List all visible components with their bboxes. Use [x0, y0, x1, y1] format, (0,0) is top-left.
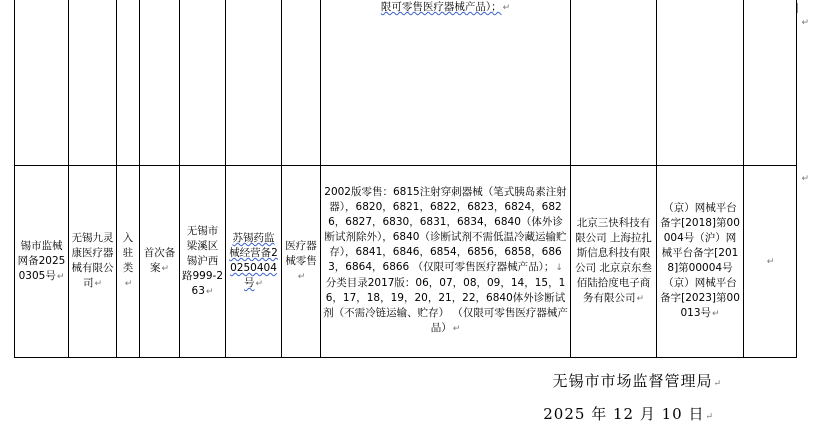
cell-company-name — [69, 166, 117, 358]
cell-empty — [571, 0, 657, 166]
row-end-mark: ↵ — [801, 174, 809, 184]
scope-tail-text: 限可零售医疗器械产品）； — [380, 1, 502, 13]
paragraph-mark: ↵ — [502, 3, 511, 13]
scope-2017-text: 分类目录2017版：06，07，08，09，14，15，16，17，18，19，20，21，22，6840体外诊断试剂（不需冷链运输、贮存） （仅限可零售医疗器械产品） — [323, 276, 568, 334]
table-row — [15, 166, 797, 358]
paragraph-mark: ↵ — [636, 294, 645, 304]
cell-empty — [744, 0, 797, 166]
cell-business-scope — [321, 166, 571, 358]
platform-record-nos-text: （京）网械平台备字[2018]第00004号（沪）网械平台备字[2018]第00004号（京）网械平台备字[2023]第00013号 — [660, 202, 740, 319]
organization-text: 无锡市市场监督管理局 — [552, 372, 713, 390]
paragraph-mark: ↵ — [124, 279, 133, 289]
table-row-continued — [15, 0, 797, 166]
cell-empty — [117, 0, 140, 166]
license-no-text: 苏锡药监械经营备20250404号 — [229, 232, 278, 289]
paragraph-mark: ↵ — [713, 379, 722, 389]
paragraph-mark: ↵ — [205, 286, 214, 297]
business-type-text: 医疗器械零售 — [285, 239, 317, 267]
registration-table — [14, 0, 797, 358]
record-no-text: 锡市监械网备20250305号 — [17, 239, 66, 282]
paragraph-mark: ↵ — [766, 256, 775, 267]
row-end-mark: ↵ — [801, 18, 809, 28]
cell-record-no — [15, 166, 69, 358]
paragraph-mark: ↵ — [297, 271, 306, 282]
cell-business-type — [282, 166, 321, 358]
paragraph-mark: ↵ — [712, 309, 720, 319]
record-kind-text: 首次备案 — [143, 247, 176, 274]
paragraph-mark: ↵ — [705, 412, 714, 422]
cell-empty — [657, 0, 744, 166]
address-text: 无锡市梁溪区锡沪西路999-263 — [182, 224, 224, 297]
cell-record-kind — [140, 166, 180, 358]
paragraph-mark: ↵ — [161, 264, 170, 274]
cell-empty — [15, 0, 69, 166]
date-text: 2025 年 12 月 10 日 — [543, 405, 705, 423]
paragraph-mark: ↵ — [452, 323, 461, 334]
issuing-organization — [552, 370, 722, 391]
cell-empty — [69, 0, 117, 166]
scope-2002-text: 2002版零售：6815注射穿刺器械（笔式胰岛素注射器），6820，6821，6822，6823，6824，6826，6827，6830，6831，6834，6840（体外诊断试剂除外），6840（诊断试剂不需低温冷藏运输贮存），6841，6846，6854，6856，6858，6863，6864，6866 （仅限可零售医疗器械产品）； — [324, 185, 567, 273]
cell-scope-continued — [321, 0, 571, 166]
cell-record-type — [117, 166, 140, 358]
cell-empty — [226, 0, 282, 166]
record-type-text: 入驻类 — [122, 232, 134, 274]
cell-empty — [282, 0, 321, 166]
cell-empty — [180, 0, 226, 166]
paragraph-mark: ↵ — [255, 279, 264, 289]
paragraph-mark: ↵ — [94, 279, 103, 289]
cell-license-no — [226, 166, 282, 358]
cell-platform-record-nos — [657, 166, 744, 358]
cell-address — [180, 166, 226, 358]
cell-empty — [744, 166, 797, 358]
cell-empty — [140, 0, 180, 166]
soft-break-mark: ↓ — [555, 262, 563, 273]
paragraph-mark: ↵ — [56, 271, 65, 282]
margin-corner-mark — [797, 3, 806, 13]
cell-platform-companies — [571, 166, 657, 358]
company-name-text: 无锡九灵康医疗器械有限公司 — [71, 232, 114, 289]
issue-date — [543, 403, 714, 424]
platform-companies-text: 北京三快科技有限公司 上海拉扎斯信息科技有限公司 北京京东叁佰陆拾度电子商务有限公司 — [575, 217, 652, 304]
